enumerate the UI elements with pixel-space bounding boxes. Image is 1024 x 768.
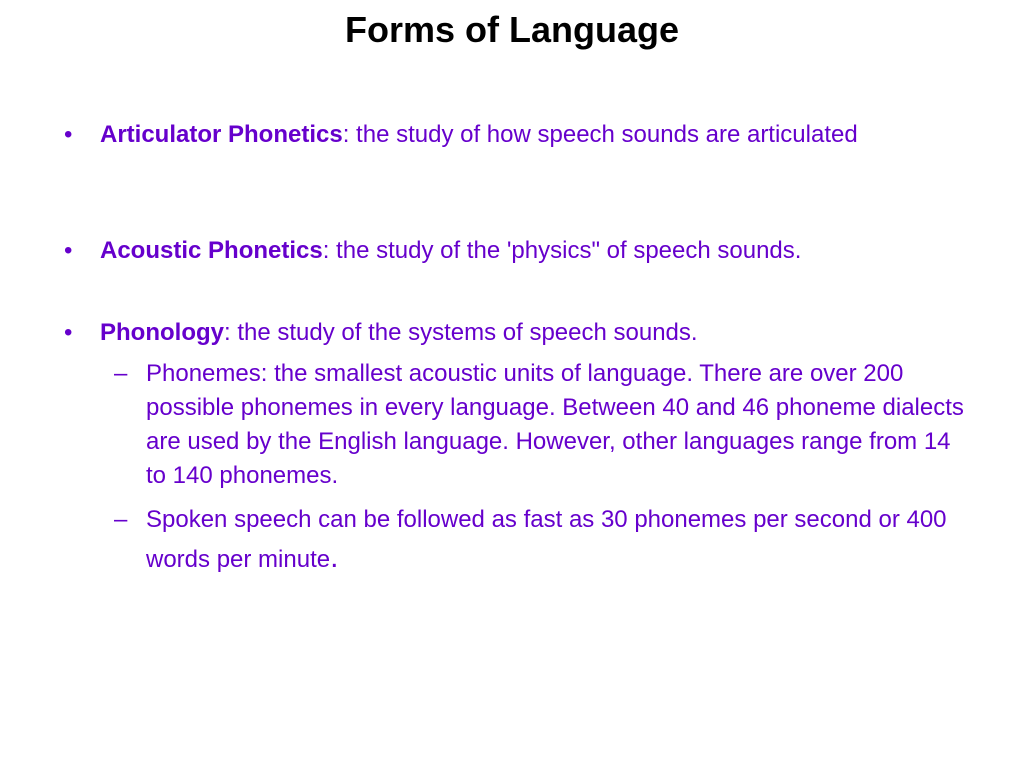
sub-bullet-period: . <box>330 541 339 574</box>
sub-bullet-marker: – <box>114 506 128 533</box>
bullet-text <box>100 118 920 152</box>
bullet-text <box>100 316 920 350</box>
sub-bullet-text: Phonemes: the smallest acoustic units of language. There are over 200 possible phonemes in every language. Between 40 and 46 phoneme dialects are used by the English language. However, other languages range from 14 to 140 phonemes. <box>146 360 964 489</box>
bullet-marker: • <box>64 121 73 148</box>
bullet-term: Phonology <box>100 319 224 346</box>
bullet-marker: • <box>64 237 73 264</box>
sub-bullet-marker: – <box>114 360 128 387</box>
bullet-term: Acoustic Phonetics <box>100 237 323 264</box>
bullet-marker: • <box>64 319 73 346</box>
sub-bullet-text <box>146 501 976 579</box>
bullet-text <box>100 234 920 268</box>
slide-title: Forms of Language <box>344 9 680 50</box>
sub-bullet-body: Spoken speech can be followed as fast as 30 phonemes per second or 400 words per minute <box>146 506 947 573</box>
bullet-definition: : the study of how speech sounds are articulated <box>342 121 858 148</box>
bullet-definition: : the study of the systems of speech sounds. <box>223 319 698 346</box>
bullet-definition: : the study of the 'physics" of speech sounds. <box>322 237 802 264</box>
bullet-term: Articulator Phonetics <box>100 121 343 148</box>
